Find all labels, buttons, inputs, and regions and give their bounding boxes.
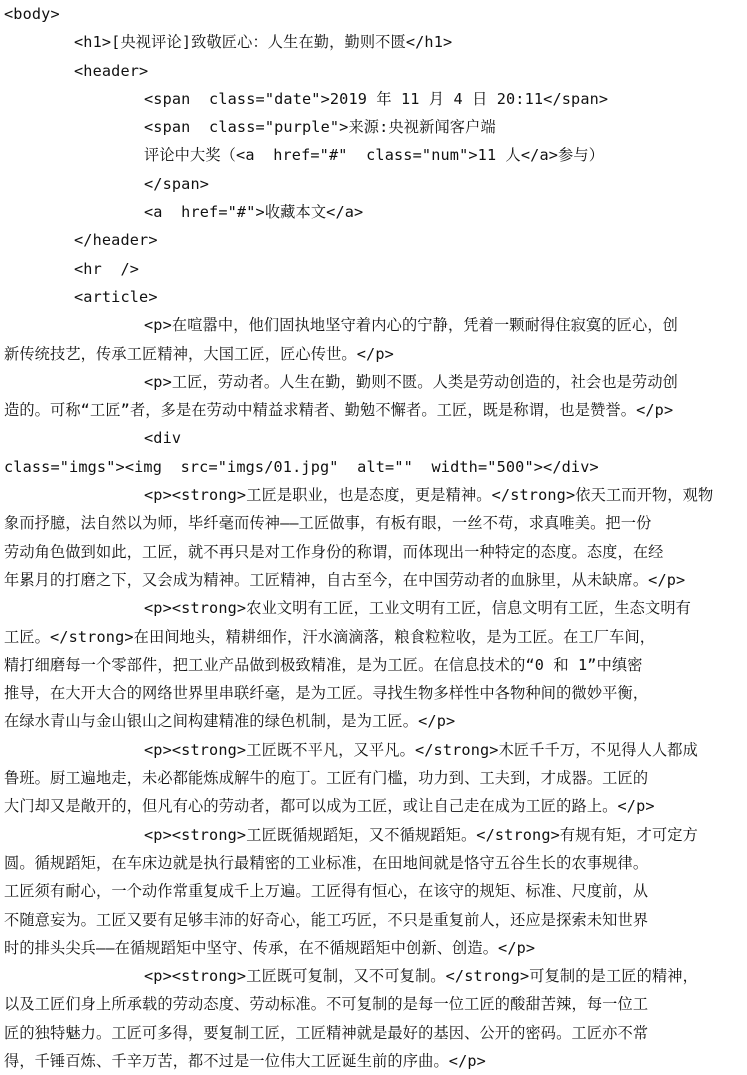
- code-line: 匠的独特魅力。工匠可多得，要复制工匠，工匠精神就是最好的基因、公开的密码。工匠亦不常: [4, 1023, 649, 1042]
- code-line: 工匠。</strong>在田间地头，精耕细作，汗水滴滴落，粮食粒粒收，是为工匠。在工厂车间，: [4, 627, 656, 646]
- code-line: 鲁班。厨工遍地走，未必都能炼成解牛的庖丁。工匠有门槛，功力到、工夫到，才成器。工匠的: [4, 769, 649, 788]
- code-line: </span>: [144, 174, 210, 193]
- code-line: 圆。循规蹈矩，在车床边就是执行最精密的工业标准，在田地间就是恪守五谷生长的农事规律。: [4, 853, 649, 872]
- code-line: 以及工匠们身上所承载的劳动态度、劳动标准。不可复制的是每一位工匠的酸甜苦辣，每一位工: [4, 995, 649, 1014]
- code-line: class="imgs"><img src="imgs/01.jpg" alt="" width="500"></div>: [4, 457, 599, 476]
- code-line: <span class="date">2019 年 11 月 4 日 20:11</span>: [144, 89, 609, 108]
- code-line: <p><strong>工匠既循规蹈矩，又不循规蹈矩。</strong>有规有矩，才可定方: [144, 825, 698, 844]
- code-line: <body>: [4, 5, 60, 23]
- code-line: 时的排头尖兵——在循规蹈矩中坚守、传承，在不循规蹈矩中创新、创造。</p>: [4, 938, 536, 957]
- code-line: <p><strong>工匠既可复制，又不可复制。</strong>可复制的是工匠的精神，: [144, 967, 698, 986]
- code-line: <header>: [74, 61, 149, 80]
- code-line: <span class="purple">来源:央视新闻客户端: [144, 118, 496, 137]
- code-line: 评论中大奖（<a href="#" class="num">11 人</a>参与）: [144, 146, 605, 165]
- code-line: 新传统技艺，传承工匠精神，大国工匠，匠心传世。</p>: [4, 344, 394, 363]
- code-line: <p><strong>工匠是职业，也是态度，更是精神。</strong>依天工而开物，观物: [144, 486, 714, 505]
- code-line: <p><strong>农业文明有工匠，工业文明有工匠，信息文明有工匠，生态文明有: [144, 599, 692, 618]
- code-line: 推导，在大开大合的网络世界里串联纤毫，是为工匠。寻找生物多样性中各物种间的微妙平衡，: [4, 684, 649, 703]
- code-line: <p><strong>工匠既不平凡，又平凡。</strong>木匠千千万，不见得人人都成: [144, 740, 698, 759]
- code-line: 象而抒臆，法自然以为师，毕纤毫而传神——工匠做事，有板有眼，一丝不苟，求真唯美。把一份: [4, 514, 652, 533]
- code-line: <h1>[央视评论]致敬匠心：人生在勤，勤则不匮</h1>: [74, 33, 453, 52]
- code-line: </header>: [74, 231, 158, 250]
- code-line: <hr />: [74, 259, 140, 278]
- code-line: 年累月的打磨之下，又会成为精神。工匠精神，自古至今，在中国劳动者的血脉里，从未缺席。</p>: [4, 570, 686, 589]
- code-line: <article>: [74, 287, 158, 306]
- code-line: <div: [144, 429, 182, 448]
- code-line: <p>在喧嚣中，他们固执地坚守着内心的宁静，凭着一颗耐得住寂寞的匠心，创: [144, 316, 679, 335]
- source-code-document: [4, 0, 746, 1075]
- code-line: <a href="#">收藏本文</a>: [144, 203, 364, 222]
- code-line: 精打细磨每一个零部件，把工业产品做到极致精准，是为工匠。在信息技术的“0 和 1”中缜密: [4, 655, 643, 674]
- code-line: 劳动角色做到如此，工匠，就不再只是对工作身份的称谓，而体现出一种特定的态度。态度，在经: [4, 542, 664, 561]
- code-line: 得，千锤百炼、千辛万苦，都不过是一位伟大工匠诞生前的序曲。</p>: [4, 1051, 486, 1070]
- code-line: <p>工匠，劳动者。人生在勤，勤则不匮。人类是劳动创造的，社会也是劳动创: [144, 372, 679, 391]
- code-line: 工匠须有耐心，一个动作常重复成千上万遍。工匠得有恒心，在该守的规矩、标准、尺度前，从: [4, 882, 649, 901]
- code-line: 不随意妄为。工匠又要有足够丰沛的好奇心，能工巧匠，不只是重复前人，还应是探索未知世界: [4, 910, 649, 929]
- code-line: 在绿水青山与金山银山之间构建精准的绿色机制，是为工匠。</p>: [4, 712, 456, 731]
- code-line: 造的。可称“工匠”者，多是在劳动中精益求精者、勤勉不懈者。工匠，既是称谓，也是赞誉。</p>: [4, 401, 674, 420]
- code-line: 大门却又是敞开的，但凡有心的劳动者，都可以成为工匠，或让自己走在成为工匠的路上。</p>: [4, 797, 655, 816]
